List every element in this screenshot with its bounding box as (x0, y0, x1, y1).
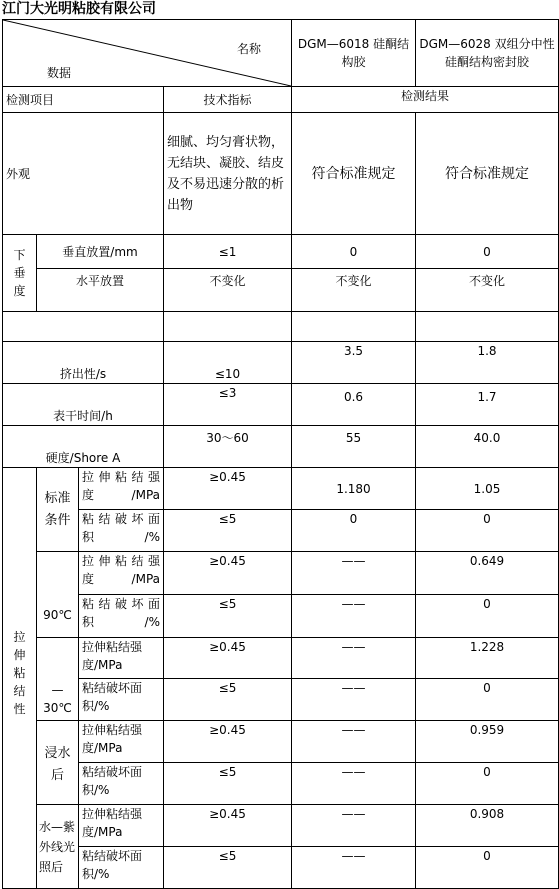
tensile-row (3, 805, 559, 847)
hardness-result2: 40.0 (416, 426, 559, 468)
row-index: ≥0.45 (164, 721, 292, 763)
sag-horizontal-label: 水平放置 (37, 269, 164, 312)
condition-name: 标准条件 (37, 468, 79, 552)
row-index: ≥0.45 (164, 468, 292, 510)
tensile-row (3, 721, 559, 763)
row-result2: 0.959 (416, 721, 559, 763)
row-result1: —— (292, 595, 416, 638)
company-title: 江门大光明粘胶有限公司 (2, 1, 156, 17)
spacer-cell (3, 312, 164, 342)
row-index: ≤5 (164, 763, 292, 805)
tensile-row (3, 595, 559, 638)
row-result1: —— (292, 679, 416, 721)
sag-horizontal-result1: 不变化 (292, 269, 416, 312)
sag-vertical-result2: 0 (416, 235, 559, 269)
sag-group-label: 下 垂 度 (3, 235, 37, 312)
row-label: 粘结破坏面积/% (79, 763, 164, 805)
row-label: 拉伸粘结强度/MPa (79, 805, 164, 847)
tackfree-index: ≤3 (164, 384, 292, 426)
sag-horizontal-result2: 不变化 (416, 269, 559, 312)
hardness-index: 30～60 (164, 426, 292, 468)
appearance-result2: 符合标准规定 (416, 113, 559, 235)
row-label: 拉伸粘结强度/MPa (79, 468, 164, 510)
tensile-row (3, 679, 559, 721)
spacer-row (3, 312, 559, 342)
product1-header: DGM—6018 硅酮结构胶 (292, 20, 416, 87)
appearance-label: 外观 (3, 113, 164, 235)
result-header: 检测结果 (292, 87, 559, 113)
row-result2: 0.908 (416, 805, 559, 847)
row-result2: 0 (416, 763, 559, 805)
data-label: 数据 (47, 66, 72, 80)
tensile-row (3, 763, 559, 805)
row-result2: 0 (416, 679, 559, 721)
test-item-header: 检测项目 (3, 87, 164, 113)
tensile-row (3, 552, 559, 595)
row-label: 粘结破坏面积/% (79, 847, 164, 889)
row-index: ≥0.45 (164, 805, 292, 847)
appearance-result1: 符合标准规定 (292, 113, 416, 235)
row-result2: 0.649 (416, 552, 559, 595)
row-result2: 1.05 (416, 468, 559, 510)
tensile-row (3, 638, 559, 679)
tackfree-label: 表干时间/h (3, 384, 164, 426)
condition-name: 水—紫外线光照后 (37, 805, 79, 889)
row-index: ≤5 (164, 847, 292, 889)
row-result1: —— (292, 721, 416, 763)
product2-header: DGM—6028 双组分中性硅酮结构密封胶 (416, 20, 559, 87)
tech-index-header: 技术指标 (164, 87, 292, 113)
spacer-cell (292, 312, 416, 342)
row-result1: —— (292, 763, 416, 805)
appearance-index: 细腻、均匀膏状物，无结块、凝胶、结皮及不易迅速分散的析出物 (164, 113, 292, 235)
row-index: ≤5 (164, 595, 292, 638)
extrusion-row (3, 342, 559, 384)
tackfree-result1: 0.6 (292, 384, 416, 426)
spacer-cell (164, 312, 292, 342)
sag-vertical-label: 垂直放置/mm (37, 235, 164, 269)
extrusion-index: ≤10 (164, 342, 292, 384)
tensile-row (3, 847, 559, 889)
tensile-row (3, 510, 559, 552)
row-result1: —— (292, 805, 416, 847)
row-index: ≥0.45 (164, 552, 292, 595)
diagonal-header-cell (3, 20, 292, 87)
tackfree-row (3, 384, 559, 426)
tensile-group-label: 拉 伸 粘 结 性 (3, 468, 37, 889)
spacer-cell (416, 312, 559, 342)
sag-vertical-result1: 0 (292, 235, 416, 269)
row-label: 拉伸粘结强度/MPa (79, 552, 164, 595)
spec-table (2, 19, 559, 889)
row-index: ≤5 (164, 679, 292, 721)
row-label: 拉伸粘结强度/MPa (79, 638, 164, 679)
row-label: 粘结破坏面积/% (79, 595, 164, 638)
row-result2: 0 (416, 847, 559, 889)
row-label: 粘结破坏面积/% (79, 510, 164, 552)
name-label: 名称 (236, 42, 261, 56)
sag-vertical-index: ≤1 (164, 235, 292, 269)
hardness-row (3, 426, 559, 468)
row-result1: —— (292, 638, 416, 679)
tackfree-result2: 1.7 (416, 384, 559, 426)
row-label: 粘结破坏面积/% (79, 679, 164, 721)
condition-name: 90℃ (37, 552, 79, 638)
extrusion-result2: 1.8 (416, 342, 559, 384)
row-result2: 1.228 (416, 638, 559, 679)
sag-horizontal-index: 不变化 (164, 269, 292, 312)
tensile-row (3, 468, 559, 510)
row-result1: 1.180 (292, 468, 416, 510)
extrusion-result1: 3.5 (292, 342, 416, 384)
row-index: ≥0.45 (164, 638, 292, 679)
condition-name: —30℃ (37, 638, 79, 721)
row-result2: 0 (416, 595, 559, 638)
hardness-result1: 55 (292, 426, 416, 468)
hardness-label: 硬度/Shore A (3, 426, 164, 468)
row-result1: 0 (292, 510, 416, 552)
header-row (3, 20, 559, 87)
row-index: ≤5 (164, 510, 292, 552)
row-result1: —— (292, 552, 416, 595)
sag-vertical-row (3, 235, 559, 269)
column-label-row (3, 87, 559, 113)
row-result1: —— (292, 847, 416, 889)
row-label: 拉伸粘结强度/MPa (79, 721, 164, 763)
condition-name: 浸水后 (37, 721, 79, 805)
extrusion-label: 挤出性/s (3, 342, 164, 384)
appearance-row (3, 113, 559, 235)
sag-horizontal-row (3, 269, 559, 312)
row-result2: 0 (416, 510, 559, 552)
